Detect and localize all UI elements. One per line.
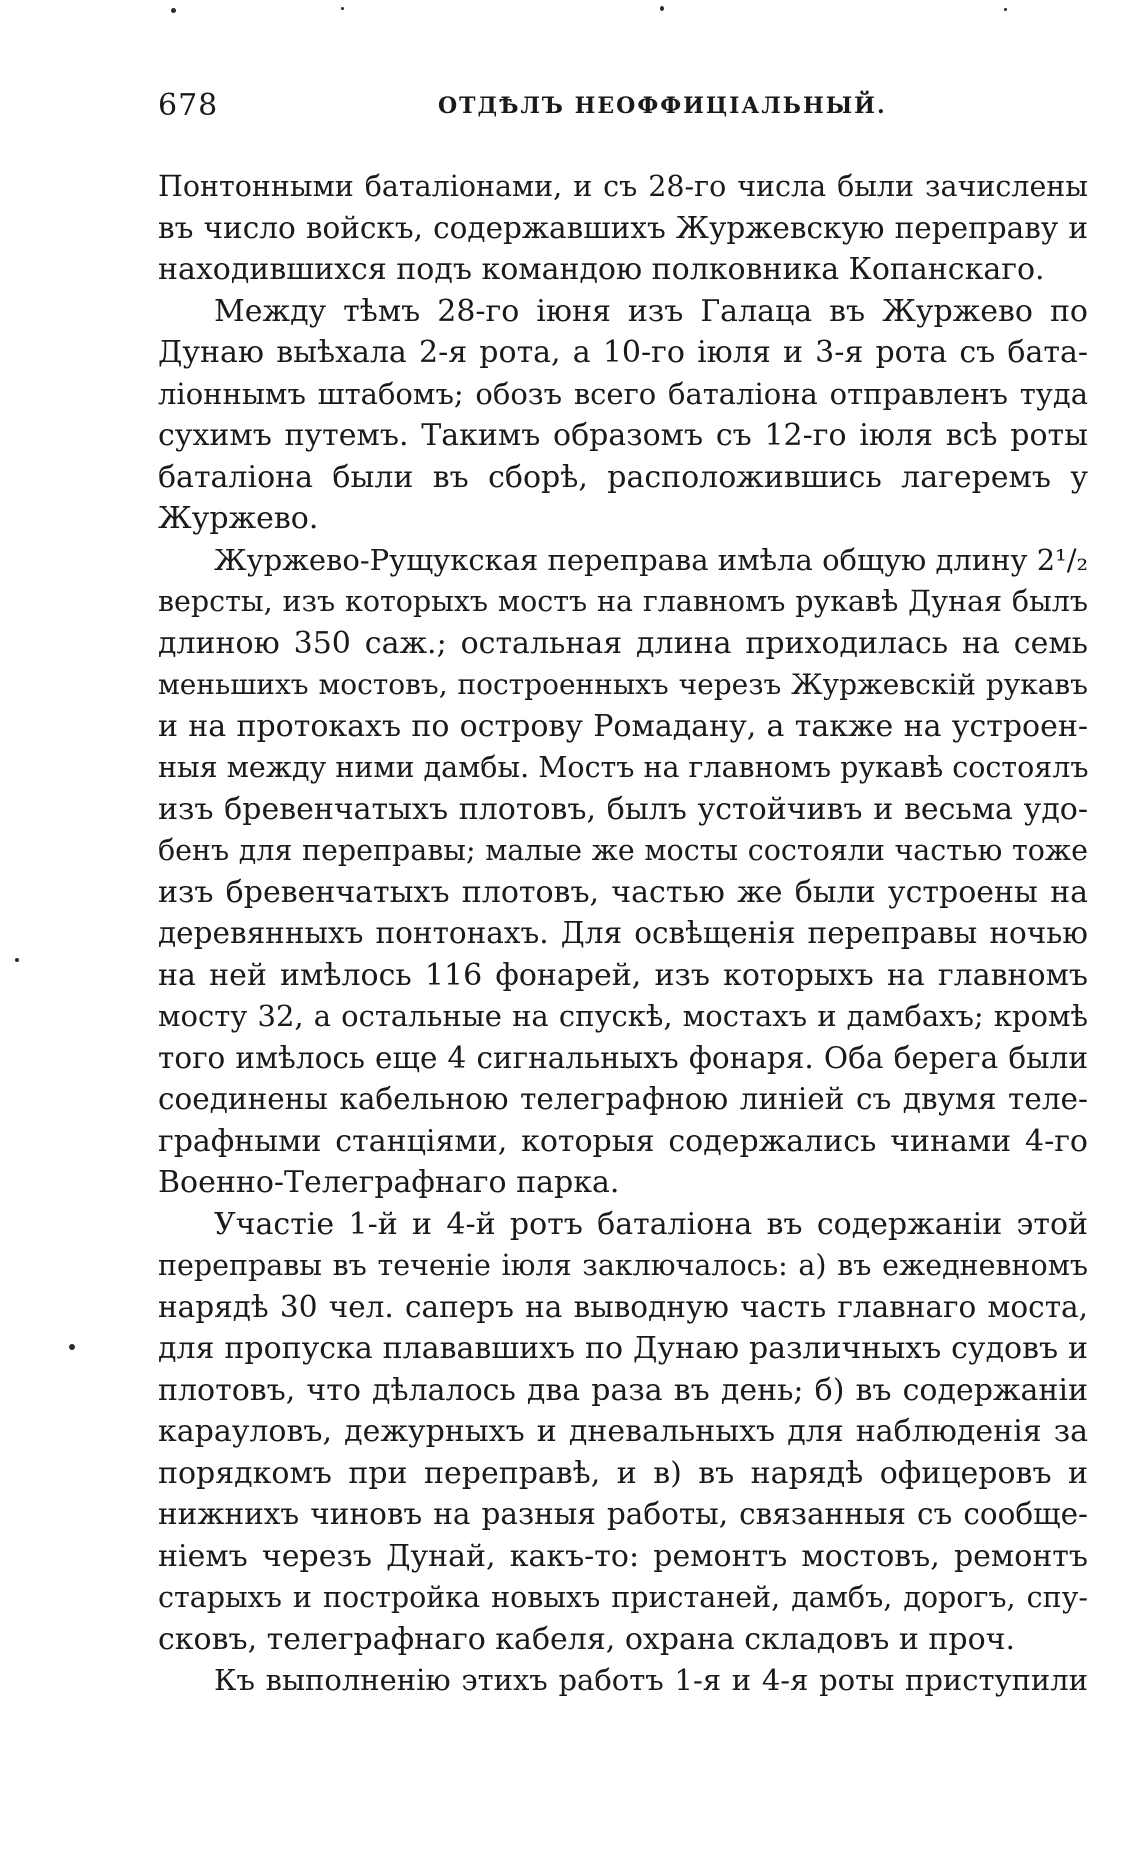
text-line: версты, изъ которыхъ мостъ на главномъ рукавѣ Дуная былъ: [158, 585, 1088, 618]
text-line: сковъ, телеграфнаго кабеля, охрана складовъ и проч.: [158, 1621, 1016, 1657]
text-line: Военно-Телеграфнаго парка.: [158, 1165, 620, 1200]
print-speck: [69, 1344, 75, 1350]
text-line: того имѣлось еще 4 сигнальныхъ фонаря. Оба берега были: [158, 1040, 1088, 1075]
paragraph: [158, 166, 1088, 291]
text-line: Дунаю выѣхала 2-я рота, а 10-го іюля и 3-я рота съ бата-: [158, 335, 1088, 370]
text-line: графными станціями, которыя содержались чинами 4-го: [158, 1123, 1088, 1159]
text-line: плотовъ, что дѣлалось два раза въ день; б) въ содержаніи: [158, 1372, 1088, 1408]
print-speck: [341, 7, 344, 10]
print-speck: [15, 958, 19, 962]
text-line: изъ бревенчатыхъ плотовъ, частью же были устроены на: [158, 874, 1088, 910]
body-text: [158, 166, 1088, 1702]
text-line: находившихся подъ командою полковника Копанскаго.: [158, 252, 1045, 287]
text-line: Между тѣмъ 28-го іюня изъ Галаца въ Журжево по: [214, 293, 1088, 329]
running-head: ОТДѢЛЪ НЕОФФИЦІАЛЬНЫЙ.: [438, 93, 887, 119]
print-speck: [171, 8, 176, 13]
text-line: порядкомъ при переправѣ, и в) въ нарядѣ офицеровъ и: [158, 1455, 1088, 1491]
text-line: баталіона были въ сборѣ, расположившись лагеремъ у: [158, 459, 1088, 495]
print-speck: [1004, 8, 1007, 11]
text-line: Къ выполненію этихъ работъ 1-я и 4-я роты приступили: [214, 1663, 1088, 1697]
text-line: въ число войскъ, содержавшихъ Журжевскую переправу и: [158, 210, 1088, 245]
print-speck: [660, 6, 664, 11]
text-line: и на протокахъ по острову Ромадану, а также на устроен-: [158, 708, 1088, 744]
paragraph: [158, 291, 1088, 540]
text-line: переправы въ теченіе іюля заключалось: а) въ ежедневномъ: [158, 1249, 1088, 1282]
text-line: нижнихъ чиновъ на разныя работы, связанныя съ сообще-: [158, 1497, 1088, 1531]
text-line: ліоннымъ штабомъ; обозъ всего баталіона отправленъ туда: [158, 376, 1088, 411]
text-line: деревянныхъ понтонахъ. Для освѣщенія переправы ночью: [158, 916, 1088, 950]
text-line: меньшихъ мостовъ, построенныхъ черезъ Журжевскій рукавъ: [158, 668, 1088, 701]
text-line: соединены кабельною телеграфною линіей съ двумя теле-: [158, 1082, 1088, 1116]
text-line: ніемъ черезъ Дунай, какъ-то: ремонтъ мостовъ, ремонтъ: [158, 1538, 1088, 1574]
text-line: карауловъ, дежурныхъ и дневальныхъ для наблюденія за: [158, 1414, 1088, 1449]
text-line: Участіе 1-й и 4-й ротъ баталіона въ содержаніи этой: [214, 1206, 1088, 1242]
text-line: бенъ для переправы; малые же мосты состояли частью тоже: [158, 834, 1088, 867]
text-line: длиною 350 саж.; остальная длина приходилась на семь: [158, 625, 1088, 661]
text-line: ныя между ними дамбы. Мостъ на главномъ рукавѣ состоялъ: [158, 751, 1088, 784]
text-line: изъ бревенчатыхъ плотовъ, былъ устойчивъ и весьма удо-: [158, 791, 1088, 827]
text-line: нарядѣ 30 чел. саперъ на выводную часть главнаго моста,: [158, 1289, 1088, 1324]
page-header: [158, 88, 1088, 128]
text-line: сухимъ путемъ. Такимъ образомъ съ 12-го іюля всѣ роты: [158, 418, 1088, 453]
text-line: старыхъ и постройка новыхъ пристаней, дамбъ, дорогъ, спу-: [158, 1581, 1088, 1614]
paragraph: [158, 1660, 1088, 1702]
text-line: Журжево.: [158, 501, 319, 536]
paragraph: [158, 540, 1088, 1204]
text-line: для пропуска плававшихъ по Дунаю различныхъ судовъ и: [158, 1331, 1088, 1366]
text-line: Журжево-Рущукская переправа имѣла общую длину 2¹/₂: [214, 542, 1088, 577]
text-line: Понтонными баталіонами, и съ 28-го числа были зачислены: [158, 170, 1088, 203]
page-number: 678: [158, 88, 219, 123]
paragraph: [158, 1204, 1088, 1661]
text-line: на ней имѣлось 116 фонарей, изъ которыхъ на главномъ: [158, 957, 1088, 993]
text-line: мосту 32, а остальные на спускѣ, мостахъ и дамбахъ; кромѣ: [158, 999, 1088, 1033]
